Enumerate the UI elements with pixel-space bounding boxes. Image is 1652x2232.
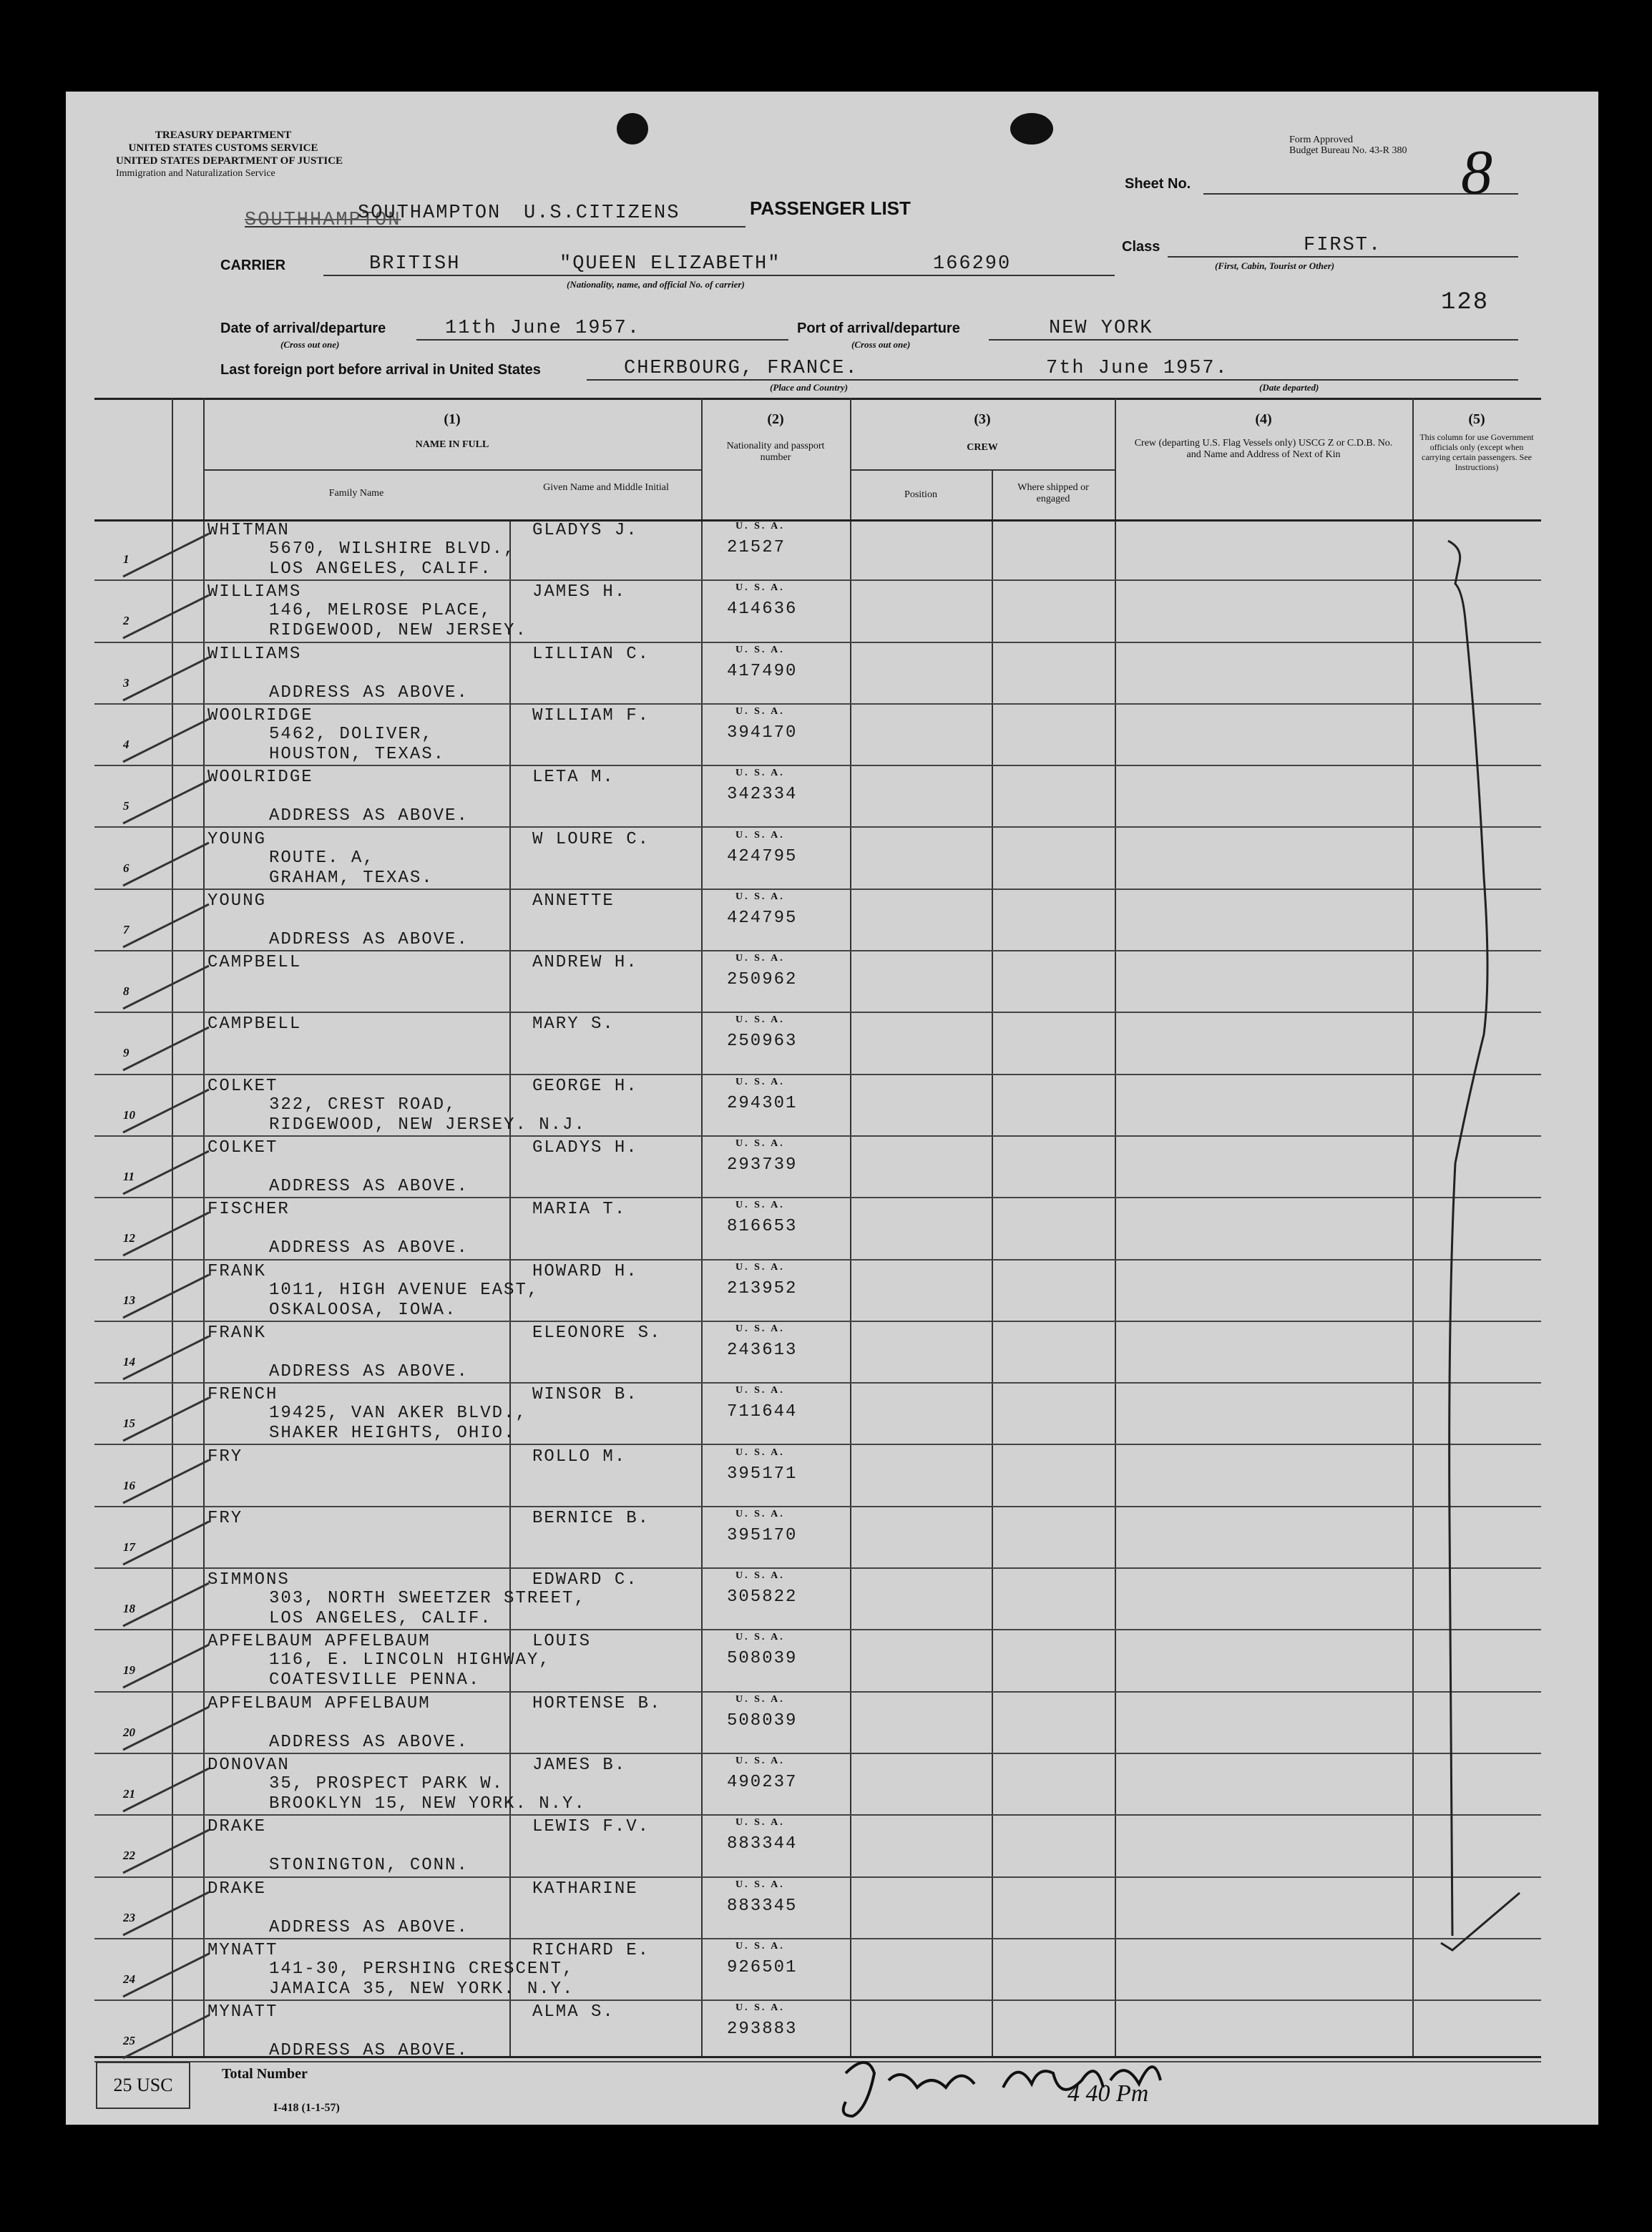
pencil-tick [116, 1885, 216, 1942]
lastport-label: Last foreign port before arrival in United States [220, 362, 541, 378]
family-name: APFELBAUM APFELBAUM [207, 1632, 431, 1652]
given-name: ELEONORE S. [532, 1323, 662, 1343]
passport-number: 213952 [727, 1278, 798, 1298]
row-number: 3 [123, 675, 129, 690]
address-line-2: ADDRESS AS ABOVE. [269, 1361, 469, 1381]
nationality: U. S. A. [735, 1879, 785, 1890]
address-line-2: ADDRESS AS ABOVE. [269, 682, 469, 703]
passport-number: 342334 [727, 785, 798, 805]
given-name: JAMES H. [532, 582, 627, 602]
class-note: (First, Cabin, Tourist or Other) [1215, 260, 1335, 271]
carrier-label: CARRIER [220, 258, 286, 273]
table-row [94, 1569, 1541, 1630]
table-row [94, 1630, 1541, 1692]
col1-given: Given Name and Middle Initial [543, 482, 669, 493]
page-code: 128 [1441, 289, 1490, 316]
passport-number: 21527 [727, 538, 786, 557]
nationality: U. S. A. [735, 1014, 785, 1026]
table-row [94, 705, 1541, 766]
passport-number: 293883 [727, 2020, 798, 2040]
pencil-tick [116, 1453, 216, 1510]
arrival-value: 11th June 1957. [445, 318, 641, 339]
row-number: 13 [123, 1293, 135, 1307]
col3-where: Where shipped or engaged [1017, 482, 1089, 504]
family-name: WILLIAMS [207, 644, 302, 664]
address-line-1: 19425, VAN AKER BLVD., [269, 1404, 527, 1424]
family-name: FISCHER [207, 1200, 290, 1220]
address-line-2: RIDGEWOOD, NEW JERSEY. N.J. [269, 1115, 586, 1135]
row-number: 10 [123, 1107, 135, 1122]
class-label: Class [1122, 239, 1160, 255]
address-line-2: LOS ANGELES, CALIF. [269, 1609, 492, 1629]
pencil-tick [116, 2008, 216, 2065]
nationality: U. S. A. [735, 1940, 785, 1952]
table-row [94, 519, 1541, 581]
pencil-tick [116, 650, 216, 708]
address-line-1: 303, NORTH SWEETZER STREET, [269, 1589, 586, 1609]
address-line-1: ROUTE. A, [269, 848, 375, 868]
address-line-1: 35, PROSPECT PARK W. [269, 1774, 504, 1793]
table-top-border [94, 398, 1541, 400]
given-name: RICHARD E. [532, 1940, 650, 1960]
lastport-value: CHERBOURG, FRANCE. [624, 358, 859, 379]
given-name: BERNICE B. [532, 1508, 650, 1528]
nationality: U. S. A. [735, 829, 785, 841]
agency-line: Immigration and Naturalization Service [116, 168, 275, 179]
form-approved-line: Form Approved [1289, 134, 1354, 145]
family-name: MYNATT [207, 1940, 278, 1960]
sheet-label: Sheet No. [1125, 176, 1191, 192]
arrival-line [416, 339, 788, 341]
passport-number: 816653 [727, 1217, 798, 1237]
agency-line: UNITED STATES DEPARTMENT OF JUSTICE [116, 155, 343, 167]
nationality: U. S. A. [735, 1632, 785, 1643]
class-value: FIRST. [1304, 235, 1382, 256]
arrival-note: (Cross out one) [280, 339, 340, 350]
address-line-2: ADDRESS AS ABOVE. [269, 1238, 469, 1258]
row-number: 25 [123, 2034, 135, 2048]
family-name: CAMPBELL [207, 1014, 302, 1034]
nationality: U. S. A. [735, 1138, 785, 1149]
row-number: 8 [123, 984, 129, 999]
table-row [94, 1384, 1541, 1445]
address-line-2: ADDRESS AS ABOVE. [269, 2041, 469, 2061]
pencil-tick [116, 527, 216, 584]
address-line-2: LOS ANGELES, CALIF. [269, 559, 492, 579]
family-name: FRANK [207, 1261, 267, 1281]
agency-block [116, 129, 343, 180]
family-name: DONOVAN [207, 1756, 290, 1775]
passport-number: 243613 [727, 1340, 798, 1360]
address-line-2: ADDRESS AS ABOVE. [269, 806, 469, 826]
given-name: MARIA T. [532, 1200, 627, 1220]
pencil-tick [116, 836, 216, 893]
family-name: WHITMAN [207, 521, 290, 540]
departed-note: (Date departed) [1259, 382, 1319, 393]
row-number: 12 [123, 1231, 135, 1245]
passport-number: 508039 [727, 1710, 798, 1731]
row-number: 23 [123, 1910, 135, 1924]
given-name: GLADYS H. [532, 1138, 638, 1157]
row-number: 15 [123, 1416, 135, 1431]
col5-num: (5) [1468, 411, 1485, 427]
class-line [1168, 256, 1518, 258]
nationality: U. S. A. [735, 644, 785, 655]
port-value: NEW YORK [1049, 318, 1153, 339]
address-line-1: 146, MELROSE PLACE, [269, 601, 492, 621]
form-approved-line: Budget Bureau No. 43-R 380 [1289, 145, 1407, 156]
form-number: I-418 (1-1-57) [273, 2102, 340, 2114]
rule-head-sub [203, 469, 701, 471]
signature-time: 4 40 Pm [1067, 2080, 1149, 2107]
table-row [94, 1939, 1541, 2001]
nationality: U. S. A. [735, 953, 785, 964]
table-row [94, 1754, 1541, 1816]
address-line-2: RIDGEWOOD, NEW JERSEY. [269, 621, 527, 641]
address-line-2: BROOKLYN 15, NEW YORK. N.Y. [269, 1794, 586, 1814]
nationality: U. S. A. [735, 1447, 785, 1458]
nationality: U. S. A. [735, 705, 785, 717]
row-number: 11 [123, 1170, 135, 1183]
given-name: ROLLO M. [532, 1447, 627, 1467]
manifest-table [94, 398, 1541, 2061]
col4-title: Crew (departing U.S. Flag Vessels only) USCG Z or C.D.B. No. and Name and Address of Next of Kin [1134, 438, 1393, 460]
passport-number: 883344 [727, 1834, 798, 1854]
given-name: GLADYS J. [532, 521, 638, 540]
family-name: COLKET [207, 1076, 278, 1096]
table-row [94, 1693, 1541, 1754]
pencil-tick [116, 1700, 216, 1757]
given-name: WINSOR B. [532, 1385, 638, 1405]
family-name: COLKET [207, 1138, 278, 1157]
passport-number: 883345 [727, 1896, 798, 1916]
row-number: 22 [123, 1849, 135, 1863]
punch-hole [617, 113, 648, 145]
passport-number: 414636 [727, 599, 798, 620]
carrier-number: 166290 [933, 253, 1012, 275]
port-underline [245, 226, 746, 227]
family-name: APFELBAUM APFELBAUM [207, 1693, 431, 1713]
col3-title: CREW [967, 442, 998, 453]
col5-title: This column for use Government officials only (except when carrying certain passengers. See Instructions) [1419, 432, 1534, 472]
rule-head-crew [850, 469, 1115, 471]
pencil-tick [116, 773, 216, 831]
given-name: MARY S. [532, 1014, 615, 1034]
nationality: U. S. A. [735, 1570, 785, 1582]
pencil-tick [116, 1947, 216, 2004]
given-name: LOUIS [532, 1632, 592, 1652]
typed-citizens: U.S.CITIZENS [524, 202, 680, 224]
given-name: LILLIAN C. [532, 644, 650, 664]
nationality: U. S. A. [735, 1076, 785, 1087]
address-line-2: JAMAICA 35, NEW YORK. N.Y. [269, 1979, 575, 1999]
row-number: 19 [123, 1663, 135, 1678]
col1-title: NAME IN FULL [415, 439, 489, 450]
table-row [94, 643, 1541, 705]
address-line-2: STONINGTON, CONN. [269, 1856, 469, 1876]
departed-value: 7th June 1957. [1046, 358, 1228, 379]
agency-line: TREASURY DEPARTMENT [155, 129, 292, 141]
address-line-1: 141-30, PERSHING CRESCENT, [269, 1959, 575, 1979]
lastport-line [587, 379, 1518, 381]
table-row [94, 1322, 1541, 1384]
port-label: Port of arrival/departure [797, 320, 960, 336]
address-line-1: 1011, HIGH AVENUE EAST, [269, 1280, 539, 1300]
row-number: 18 [123, 1602, 135, 1616]
form-approved [1289, 134, 1407, 156]
table-row [94, 1446, 1541, 1507]
carrier-name: "QUEEN ELIZABETH" [559, 253, 781, 275]
row-number: 1 [123, 552, 129, 566]
nationality: U. S. A. [735, 1261, 785, 1273]
passport-number: 508039 [727, 1649, 798, 1669]
family-name: WILLIAMS [207, 582, 302, 602]
address-line-2: SHAKER HEIGHTS, OHIO. [269, 1424, 516, 1444]
table-row [94, 1507, 1541, 1569]
passport-number: 250963 [727, 1032, 798, 1052]
carrier-line [323, 275, 1115, 276]
col3-pos: Position [904, 489, 937, 500]
family-name: FRY [207, 1508, 243, 1528]
passport-number: 424795 [727, 908, 798, 928]
col2-title: Nationality and passport number [726, 441, 825, 463]
nationality: U. S. A. [735, 1817, 785, 1829]
pencil-tick [116, 1638, 216, 1695]
nationality: U. S. A. [735, 1693, 785, 1705]
address-line-1: 5462, DOLIVER, [269, 724, 434, 744]
table-row [94, 1013, 1541, 1075]
passport-number: 711644 [727, 1402, 798, 1422]
row-number: 7 [123, 922, 129, 936]
pencil-tick [116, 897, 216, 954]
row-number: 16 [123, 1478, 135, 1492]
nationality: U. S. A. [735, 1323, 785, 1334]
nationality: U. S. A. [735, 582, 785, 594]
given-name: LEWIS F.V. [532, 1817, 650, 1837]
pencil-tick [116, 1514, 216, 1572]
row-number: 4 [123, 737, 129, 751]
row-number: 21 [123, 1787, 135, 1801]
table-row [94, 1878, 1541, 1939]
pencil-tick [116, 1268, 216, 1325]
family-name: DRAKE [207, 1817, 267, 1837]
table-row [94, 2001, 1541, 2062]
row-number: 17 [123, 1540, 135, 1554]
passport-number: 417490 [727, 661, 798, 681]
total-label: Total Number [222, 2066, 308, 2082]
nationality: U. S. A. [735, 521, 785, 532]
given-name: KATHARINE [532, 1879, 638, 1899]
passport-number: 293739 [727, 1155, 798, 1175]
address-line-2: COATESVILLE PENNA. [269, 1670, 481, 1690]
agency-line: UNITED STATES CUSTOMS SERVICE [128, 142, 318, 154]
family-name: WOOLRIDGE [207, 705, 313, 725]
address-line-1: 322, CREST ROAD, [269, 1095, 457, 1115]
given-name: HORTENSE B. [532, 1693, 662, 1713]
table-row [94, 766, 1541, 828]
passport-number: 395170 [727, 1525, 798, 1545]
port-struck: SOUTHHAMPTON [245, 210, 401, 231]
col1-num: (1) [444, 411, 461, 427]
family-name: DRAKE [207, 1879, 267, 1899]
pencil-tick [116, 1020, 216, 1077]
carrier-note: (Nationality, name, and official No. of carrier) [567, 279, 745, 290]
pencil-tick [116, 1205, 216, 1263]
table-row [94, 1137, 1541, 1198]
pencil-tick [116, 1391, 216, 1448]
usc-stamp: 25 USC [96, 2062, 190, 2109]
row-number: 5 [123, 799, 129, 813]
address-line-2: ADDRESS AS ABOVE. [269, 1177, 469, 1196]
address-line-2: ADDRESS AS ABOVE. [269, 1917, 469, 1937]
address-line-1: 5670, WILSHIRE BLVD., [269, 539, 516, 559]
given-name: ANDREW H. [532, 953, 638, 973]
family-name: WOOLRIDGE [207, 768, 313, 788]
passport-number: 395171 [727, 1464, 798, 1484]
table-row [94, 1198, 1541, 1260]
family-name: FRENCH [207, 1385, 278, 1405]
table-row [94, 951, 1541, 1013]
given-name: EDWARD C. [532, 1570, 638, 1590]
passport-number: 926501 [727, 1957, 798, 1977]
family-name: SIMMONS [207, 1570, 290, 1590]
nationality: U. S. A. [735, 1756, 785, 1766]
pencil-tick [116, 959, 216, 1016]
given-name: GEORGE H. [532, 1076, 638, 1096]
family-name: MYNATT [207, 2002, 278, 2022]
pencil-tick [116, 1082, 216, 1140]
table-row [94, 828, 1541, 890]
row-number: 6 [123, 861, 129, 875]
passport-number: 294301 [727, 1093, 798, 1113]
address-line-2: HOUSTON, TEXAS. [269, 744, 446, 764]
carrier-nationality: BRITISH [369, 253, 461, 275]
port-line [989, 339, 1518, 341]
passport-number: 490237 [727, 1773, 798, 1792]
col2-num: (2) [767, 411, 784, 427]
manifest-sheet [66, 92, 1598, 2125]
nationality: U. S. A. [735, 1200, 785, 1211]
table-row [94, 1816, 1541, 1877]
given-name: WILLIAM F. [532, 705, 650, 725]
family-name: YOUNG [207, 829, 267, 849]
row-number: 24 [123, 1972, 135, 1986]
check-mark-line [1412, 519, 1541, 2056]
family-name: FRANK [207, 1323, 267, 1343]
given-name: ALMA S. [532, 2002, 615, 2022]
arrival-label: Date of arrival/departure [220, 320, 386, 336]
passport-number: 250962 [727, 970, 798, 990]
nationality: U. S. A. [735, 1508, 785, 1519]
nationality: U. S. A. [735, 768, 785, 779]
lastport-note: (Place and Country) [770, 382, 849, 393]
col3-num: (3) [974, 411, 991, 427]
row-number: 9 [123, 1046, 129, 1060]
family-name: YOUNG [207, 891, 267, 911]
row-number: 14 [123, 1354, 135, 1369]
family-name: FRY [207, 1447, 243, 1467]
address-line-1: 116, E. LINCOLN HIGHWAY, [269, 1650, 551, 1670]
row-number: 2 [123, 614, 129, 628]
pencil-tick [116, 588, 216, 645]
table-row [94, 1261, 1541, 1322]
col4-num: (4) [1255, 411, 1272, 427]
row-number: 20 [123, 1725, 135, 1739]
nationality: U. S. A. [735, 2002, 785, 2014]
port-note: (Cross out one) [851, 339, 911, 350]
given-name: HOWARD H. [532, 1261, 638, 1281]
given-name: LETA M. [532, 768, 615, 788]
table-row [94, 890, 1541, 951]
pencil-tick [116, 712, 216, 769]
passport-number: 305822 [727, 1587, 798, 1607]
sheet-number: 8 [1461, 138, 1492, 207]
typed-port: SOUTHAMPTON [358, 202, 502, 224]
given-name: W LOURE C. [532, 829, 650, 849]
table-row [94, 1075, 1541, 1137]
signature [824, 2045, 1268, 2123]
pencil-tick [116, 1576, 216, 1633]
address-line-2: GRAHAM, TEXAS. [269, 868, 434, 888]
pencil-tick [116, 1761, 216, 1819]
pencil-tick [116, 1144, 216, 1201]
list-title: PASSENGER LIST [750, 197, 911, 219]
given-name: ANNETTE [532, 891, 615, 911]
nationality: U. S. A. [735, 891, 785, 902]
punch-hole [1010, 113, 1053, 145]
pencil-tick [116, 1823, 216, 1880]
address-line-2: ADDRESS AS ABOVE. [269, 929, 469, 949]
passport-number: 424795 [727, 846, 798, 866]
given-name: JAMES B. [532, 1756, 627, 1775]
pencil-tick [116, 1329, 216, 1386]
passport-number: 394170 [727, 723, 798, 743]
table-row [94, 581, 1541, 642]
address-line-2: OSKALOOSA, IOWA. [269, 1300, 457, 1320]
col1-family: Family Name [328, 488, 384, 499]
address-line-2: ADDRESS AS ABOVE. [269, 1732, 469, 1752]
family-name: CAMPBELL [207, 953, 302, 973]
nationality: U. S. A. [735, 1385, 785, 1396]
